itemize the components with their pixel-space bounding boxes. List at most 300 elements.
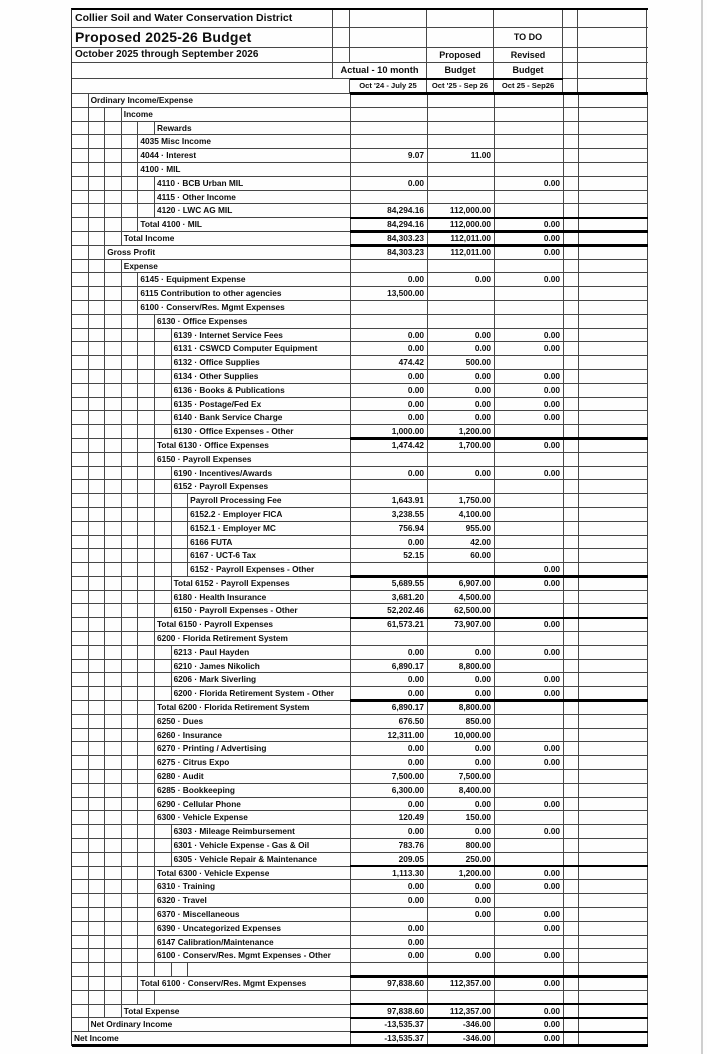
table-row: [72, 756, 648, 770]
indent-guide: [172, 549, 189, 562]
spacer-cell: [579, 825, 648, 838]
revised-value: 0.00: [495, 742, 564, 755]
header-row-title: [72, 28, 648, 48]
actual-value: 0.00: [351, 536, 428, 549]
actual-value: 52.15: [351, 549, 428, 562]
indent-guide: [122, 991, 139, 1004]
indent-guide: [72, 784, 89, 797]
indent-guide: [105, 439, 122, 452]
row-label: 6301 · Vehicle Expense - Gas & Oil: [172, 839, 351, 852]
indent-guide: [122, 798, 139, 811]
actual-value: 0.00: [351, 894, 428, 907]
indent-guide: [89, 232, 106, 245]
indent-guide: [72, 894, 89, 907]
revised-value: 0.00: [495, 1005, 564, 1018]
row-label: 6134 · Other Supplies: [172, 370, 351, 383]
spacer-cell: [564, 742, 579, 755]
total-rule: [350, 437, 648, 439]
table-row: [72, 191, 648, 205]
indent-guide: [138, 480, 155, 493]
proposed-value: [428, 922, 495, 935]
indent-guide: [89, 839, 106, 852]
indent-guide: [105, 287, 122, 300]
indent-guide: [105, 577, 122, 590]
table-row: [72, 660, 648, 674]
revised-value: [495, 839, 564, 852]
spacer-cell: [564, 977, 579, 990]
indent-guide: [72, 908, 89, 921]
revised-value: 0.00: [495, 577, 564, 590]
indent-guide: [105, 191, 122, 204]
revised-value: [495, 163, 564, 176]
proposed-value: [428, 135, 495, 148]
actual-value: [351, 191, 428, 204]
proposed-value: [428, 936, 495, 949]
indent-guide: [122, 342, 139, 355]
indent-guide: [155, 508, 172, 521]
proposed-value: [428, 122, 495, 135]
proposed-value: [428, 315, 495, 328]
indent-guide: [155, 687, 172, 700]
revised-value: 0.00: [495, 370, 564, 383]
table-row: [72, 880, 648, 894]
indent-guide: [72, 1018, 89, 1031]
actual-value: 0.00: [351, 922, 428, 935]
indent-guide: [105, 839, 122, 852]
date-range-proposed: Oct '25 - Sep 26: [427, 79, 494, 93]
indent-guide: [105, 356, 122, 369]
table-body: [72, 94, 648, 1046]
spacer-cell: [579, 742, 648, 755]
indent-guide: [89, 204, 106, 217]
spacer-cell: [579, 963, 648, 976]
spacer-cell: [564, 163, 579, 176]
period-subtitle: October 2025 through September 2026: [72, 48, 333, 62]
indent-guide: [138, 701, 155, 714]
indent-guide: [122, 687, 139, 700]
row-label: 4100 · MIL: [138, 163, 351, 176]
indent-guide: [138, 536, 155, 549]
revised-value: 0.00: [495, 342, 564, 355]
actual-value: 6,890.17: [351, 701, 428, 714]
indent-guide: [105, 315, 122, 328]
spacer-cell: [579, 1032, 648, 1045]
indent-guide: [138, 632, 155, 645]
indent-guide: [72, 108, 89, 121]
row-label: Gross Profit: [105, 246, 351, 259]
indent-guide: [138, 742, 155, 755]
indent-guide: [89, 577, 106, 590]
indent-guide: [155, 398, 172, 411]
row-label: 4044 · Interest: [138, 149, 351, 162]
indent-guide: [155, 411, 172, 424]
row-label: 6145 · Equipment Expense: [138, 273, 351, 286]
spacer-cell: [564, 122, 579, 135]
indent-guide: [105, 701, 122, 714]
indent-guide: [122, 880, 139, 893]
indent-guide: [105, 384, 122, 397]
indent-guide: [138, 356, 155, 369]
row-label: 6206 · Mark Siverling: [172, 673, 351, 686]
table-row: [72, 618, 648, 632]
proposed-value: [428, 108, 495, 121]
indent-guide: [138, 384, 155, 397]
spacer-cell: [579, 246, 648, 259]
indent-guide: [122, 784, 139, 797]
indent-guide: [138, 591, 155, 604]
proposed-value: [428, 191, 495, 204]
proposed-value: 7,500.00: [428, 770, 495, 783]
revised-value: 0.00: [495, 922, 564, 935]
spacer-cell: [564, 770, 579, 783]
proposed-value: 112,011.00: [428, 246, 495, 259]
indent-guide: [72, 232, 89, 245]
indent-guide: [155, 494, 172, 507]
total-rule: [350, 230, 648, 232]
indent-guide: [72, 439, 89, 452]
proposed-value: 250.00: [428, 853, 495, 866]
table-row: [72, 453, 648, 467]
indent-guide: [72, 425, 89, 438]
indent-guide: [122, 204, 139, 217]
indent-guide: [122, 439, 139, 452]
actual-value: 0.00: [351, 398, 428, 411]
spacer-cell: [579, 591, 648, 604]
spacer-cell: [564, 604, 579, 617]
proposed-value: 0.00: [428, 742, 495, 755]
indent-guide: [122, 384, 139, 397]
indent-guide: [89, 853, 106, 866]
indent-guide: [89, 908, 106, 921]
proposed-value: 62,500.00: [428, 604, 495, 617]
spacer-cell: [564, 398, 579, 411]
grid-cell: [350, 48, 427, 62]
row-label: Payroll Processing Fee: [188, 494, 351, 507]
spacer-cell: [579, 204, 648, 217]
indent-guide: [72, 1005, 89, 1018]
spacer-cell: [579, 494, 648, 507]
spacer-cell: [564, 94, 579, 107]
indent-guide: [122, 163, 139, 176]
table-row: [72, 522, 648, 536]
date-range-actual: Oct '24 - July 25: [350, 79, 427, 93]
proposed-value: [428, 163, 495, 176]
spacer-cell: [564, 922, 579, 935]
indent-guide: [72, 342, 89, 355]
spacer-cell: [564, 839, 579, 852]
total-rule: [350, 699, 648, 701]
table-row: [72, 508, 648, 522]
indent-guide: [72, 549, 89, 562]
indent-guide: [72, 356, 89, 369]
indent-guide: [105, 673, 122, 686]
indent-guide: [89, 536, 106, 549]
spacer-cell: [564, 811, 579, 824]
indent-guide: [89, 384, 106, 397]
indent-guide: [122, 908, 139, 921]
indent-guide: [155, 342, 172, 355]
indent-guide: [122, 963, 139, 976]
table-row: [72, 315, 648, 329]
indent-guide: [155, 963, 172, 976]
indent-guide: [138, 839, 155, 852]
header-row-budget: [72, 63, 648, 79]
table-row: [72, 729, 648, 743]
table-row: [72, 370, 648, 384]
indent-guide: [122, 577, 139, 590]
proposed-value: 4,500.00: [428, 591, 495, 604]
revised-value: 0.00: [495, 756, 564, 769]
indent-guide: [72, 384, 89, 397]
indent-guide: [105, 591, 122, 604]
spacer-cell: [579, 177, 648, 190]
actual-value: 0.00: [351, 411, 428, 424]
spacer-cell: [564, 1005, 579, 1018]
indent-guide: [122, 742, 139, 755]
indent-guide: [72, 315, 89, 328]
grid-cell: [427, 28, 494, 47]
indent-guide: [105, 232, 122, 245]
proposed-value: -346.00: [428, 1032, 495, 1045]
actual-value: 5,689.55: [351, 577, 428, 590]
indent-guide: [122, 356, 139, 369]
grid-cell: [333, 48, 350, 62]
indent-guide: [105, 135, 122, 148]
indent-guide: [89, 604, 106, 617]
indent-guide: [155, 522, 172, 535]
revised-value: [495, 715, 564, 728]
indent-guide: [138, 922, 155, 935]
indent-guide: [155, 425, 172, 438]
indent-guide: [138, 673, 155, 686]
indent-guide: [122, 411, 139, 424]
indent-guide: [122, 122, 139, 135]
proposed-value: [428, 94, 495, 107]
grid-cell: [350, 10, 427, 27]
indent-guide: [155, 356, 172, 369]
row-label: Total 6100 · Conserv/Res. Mgmt Expenses: [138, 977, 351, 990]
indent-guide: [138, 729, 155, 742]
revised-value: [495, 536, 564, 549]
revised-value: 0.00: [495, 411, 564, 424]
indent-guide: [122, 604, 139, 617]
spacer-cell: [564, 204, 579, 217]
spacer-cell: [564, 660, 579, 673]
actual-value: 1,113.30: [351, 867, 428, 880]
indent-guide: [89, 425, 106, 438]
indent-guide: [105, 453, 122, 466]
grid-cell: [72, 79, 350, 93]
actual-value: [351, 260, 428, 273]
grid-cell: [350, 28, 427, 47]
spacer-cell: [579, 260, 648, 273]
actual-value: 1,000.00: [351, 425, 428, 438]
thick-rule: [350, 92, 648, 95]
table-row: [72, 770, 648, 784]
row-label: 6152.1 · Employer MC: [188, 522, 351, 535]
row-label: 6180 · Health Insurance: [172, 591, 351, 604]
row-label: 6320 · Travel: [155, 894, 351, 907]
spacer-cell: [564, 273, 579, 286]
indent-guide: [122, 646, 139, 659]
indent-guide: [122, 301, 139, 314]
indent-guide: [89, 108, 106, 121]
row-label: 6167 · UCT-6 Tax: [188, 549, 351, 562]
proposed-value: 0.00: [428, 908, 495, 921]
indent-guide: [72, 604, 89, 617]
table-row: [72, 467, 648, 481]
indent-guide: [155, 370, 172, 383]
table-row: [72, 329, 648, 343]
proposed-value: 150.00: [428, 811, 495, 824]
row-label: Ordinary Income/Expense: [89, 94, 351, 107]
row-label: 6290 · Cellular Phone: [155, 798, 351, 811]
indent-guide: [122, 549, 139, 562]
indent-guide: [72, 949, 89, 962]
proposed-value: [428, 260, 495, 273]
row-label: Income: [122, 108, 351, 121]
grid-cell: [578, 63, 647, 78]
spacer-cell: [564, 191, 579, 204]
indent-guide: [89, 494, 106, 507]
spacer-cell: [564, 701, 579, 714]
indent-guide: [105, 218, 122, 231]
proposed-value: 8,400.00: [428, 784, 495, 797]
table-row: [72, 287, 648, 301]
spacer-cell: [579, 536, 648, 549]
budget-table: [71, 8, 648, 1046]
revised-value: [495, 660, 564, 673]
actual-value: 0.00: [351, 880, 428, 893]
indent-guide: [138, 618, 155, 631]
total-rule: [350, 1031, 648, 1033]
indent-guide: [105, 908, 122, 921]
grid-cell: [578, 10, 647, 27]
spacer-cell: [579, 632, 648, 645]
table-row: [72, 411, 648, 425]
spacer-cell: [564, 356, 579, 369]
indent-guide: [105, 301, 122, 314]
row-label: 6100 · Conserv/Res. Mgmt Expenses - Other: [155, 949, 351, 962]
actual-value: 0.00: [351, 370, 428, 383]
grid-cell: [578, 79, 647, 93]
spacer-cell: [579, 811, 648, 824]
proposed-value: 0.00: [428, 384, 495, 397]
spacer-cell: [564, 218, 579, 231]
indent-guide: [72, 922, 89, 935]
indent-guide: [138, 191, 155, 204]
actual-value: 52,202.46: [351, 604, 428, 617]
indent-guide: [122, 177, 139, 190]
spacer-cell: [564, 563, 579, 576]
indent-guide: [72, 273, 89, 286]
indent-guide: [89, 149, 106, 162]
spacer-cell: [579, 729, 648, 742]
spacer-cell: [564, 149, 579, 162]
spacer-cell: [564, 260, 579, 273]
revised-value: 0.00: [495, 273, 564, 286]
proposed-value: [428, 301, 495, 314]
proposed-budget-label: Budget: [427, 63, 494, 78]
indent-guide: [122, 922, 139, 935]
spacer-cell: [564, 522, 579, 535]
indent-guide: [122, 894, 139, 907]
table-row: [72, 977, 648, 991]
table-row: [72, 701, 648, 715]
indent-guide: [89, 867, 106, 880]
indent-guide: [89, 673, 106, 686]
indent-guide: [89, 1005, 106, 1018]
indent-guide: [105, 977, 122, 990]
indent-guide: [72, 798, 89, 811]
actual-column-header: Actual - 10 month: [333, 63, 427, 78]
indent-guide: [72, 825, 89, 838]
row-label: 6152.2 · Employer FICA: [188, 508, 351, 521]
indent-guide: [72, 163, 89, 176]
revised-value: 0.00: [495, 218, 564, 231]
header-row-org: [72, 10, 648, 28]
spacer-cell: [579, 191, 648, 204]
table-row: [72, 798, 648, 812]
revised-value: 0.00: [495, 880, 564, 893]
proposed-value: 60.00: [428, 549, 495, 562]
spacer-cell: [579, 715, 648, 728]
indent-guide: [138, 811, 155, 824]
table-row: [72, 1032, 648, 1046]
revised-value: 0.00: [495, 798, 564, 811]
actual-value: 209.05: [351, 853, 428, 866]
spacer-cell: [564, 880, 579, 893]
proposed-value: 0.00: [428, 825, 495, 838]
revised-value: 0.00: [495, 949, 564, 962]
spacer-cell: [564, 991, 579, 1004]
revised-value: [495, 453, 564, 466]
indent-guide: [89, 301, 106, 314]
table-row: [72, 825, 648, 839]
indent-guide: [105, 811, 122, 824]
revised-value: 0.00: [495, 384, 564, 397]
spacer-cell: [579, 894, 648, 907]
table-row: [72, 839, 648, 853]
indent-guide: [89, 618, 106, 631]
indent-guide: [105, 494, 122, 507]
indent-guide: [138, 522, 155, 535]
indent-guide: [122, 273, 139, 286]
indent-guide: [105, 467, 122, 480]
row-label: 6200 · Florida Retirement System: [155, 632, 351, 645]
indent-guide: [138, 604, 155, 617]
indent-guide: [138, 660, 155, 673]
table-row: [72, 260, 648, 274]
spacer-cell: [579, 370, 648, 383]
indent-guide: [72, 646, 89, 659]
spacer-cell: [564, 936, 579, 949]
indent-guide: [172, 536, 189, 549]
indent-guide: [122, 673, 139, 686]
row-label: 6100 · Conserv/Res. Mgmt Expenses: [138, 301, 351, 314]
revised-value: [495, 604, 564, 617]
spacer-cell: [579, 977, 648, 990]
row-label: Total Expense: [122, 1005, 351, 1018]
spacer-cell: [564, 108, 579, 121]
indent-guide: [155, 591, 172, 604]
indent-guide: [72, 260, 89, 273]
spacer-cell: [564, 853, 579, 866]
spacer-cell: [579, 922, 648, 935]
indent-guide: [122, 756, 139, 769]
indent-guide: [155, 329, 172, 342]
actual-value: -13,535.37: [351, 1018, 428, 1031]
